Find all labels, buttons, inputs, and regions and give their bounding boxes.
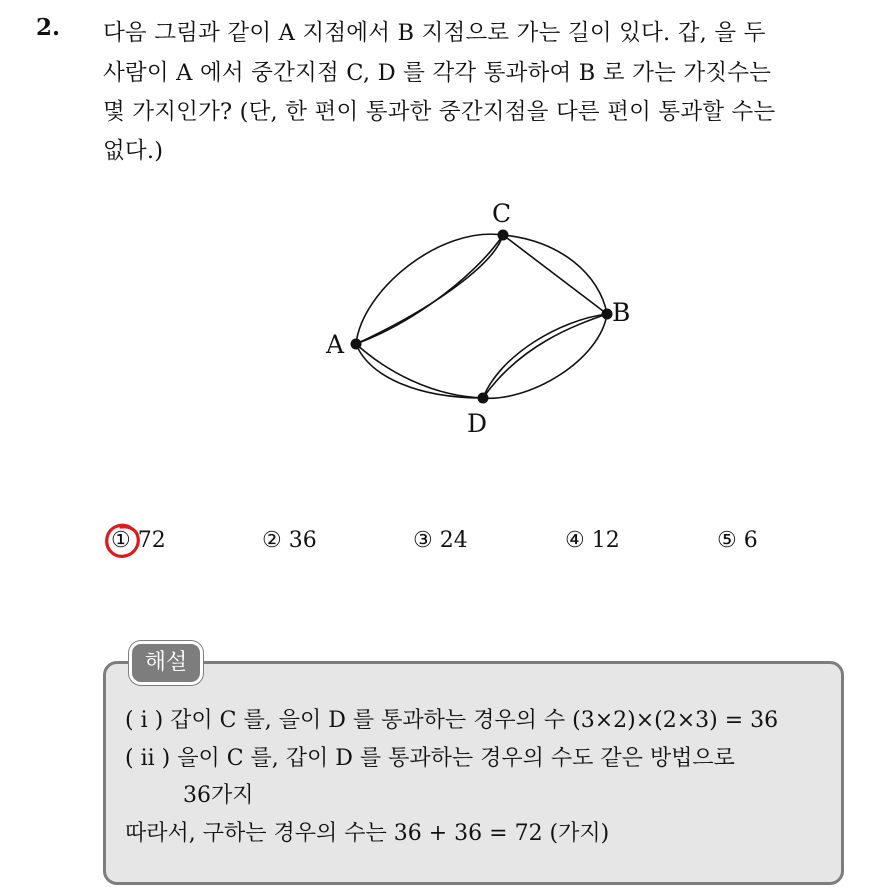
path-d-b-inner — [483, 314, 607, 398]
point-a — [351, 339, 362, 350]
path-d-b-outer — [483, 314, 607, 398]
choice-value: 12 — [591, 528, 620, 553]
choice-2[interactable] — [262, 528, 317, 553]
point-b — [602, 309, 613, 320]
path-c-b-straight — [503, 235, 607, 314]
choice-4[interactable] — [565, 528, 620, 553]
answer-mark-circle — [101, 518, 145, 562]
solution-box — [103, 661, 844, 885]
choice-3[interactable] — [413, 528, 468, 553]
solution-line-4: 따라서, 구하는 경우의 수는 36 + 36 = 72 (가지) — [125, 821, 610, 846]
question-line-4: 없다.) — [103, 138, 164, 164]
choice-value: 36 — [288, 528, 317, 553]
choice-value: 24 — [439, 528, 468, 553]
choice-value: 6 — [743, 528, 758, 553]
choice-symbol: ⑤ — [717, 528, 737, 553]
path-a-d-lower — [356, 344, 483, 398]
question-line-2: 사람이 A 에서 중간지점 C, D 를 각각 통과하여 B 로 가는 가짓수는 — [103, 60, 772, 86]
choice-symbol: ② — [262, 528, 282, 553]
point-d — [478, 393, 489, 404]
label-a: A — [326, 330, 345, 359]
path-d-b-middle — [483, 314, 607, 398]
choice-5[interactable] — [717, 528, 758, 553]
solution-label: 해설 — [129, 641, 203, 685]
point-c — [498, 230, 509, 241]
question-number: 2. — [36, 14, 61, 41]
question-line-3: 몇 가지인가? (단, 한 편이 통과한 중간지점을 다른 편이 통과할 수는 — [103, 99, 776, 125]
solution-line-3: 36가지 — [183, 783, 254, 808]
label-c: C — [492, 199, 512, 228]
solution-line-1: ( i ) 갑이 C 를, 을이 D 를 통과하는 경우의 수 (3×2)×(2×3) = 36 — [125, 708, 779, 733]
solution-line-2: ( ii ) 을이 C 를, 갑이 D 를 통과하는 경우의 수도 같은 방법으로 — [125, 746, 735, 771]
label-b: B — [612, 298, 631, 327]
choice-symbol: ④ — [565, 528, 585, 553]
choice-symbol: ③ — [413, 528, 433, 553]
question-line-1: 다음 그림과 같이 A 지점에서 B 지점으로 가는 길이 있다. 갑, 을 두 — [103, 20, 766, 46]
label-d: D — [467, 409, 488, 438]
path-a-c-outer — [356, 234, 503, 344]
choice-value: 72 — [137, 528, 166, 553]
choice-symbol: ① — [111, 528, 131, 553]
